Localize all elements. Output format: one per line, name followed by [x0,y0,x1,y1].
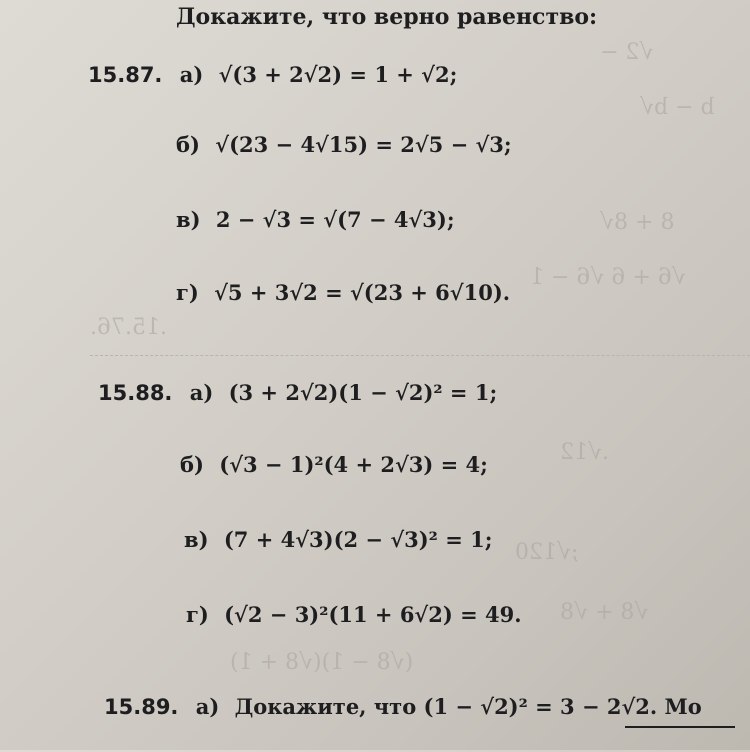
item-expression: √(3 + 2√2) = 1 + √2; [218,62,458,87]
item-label: в) [184,527,209,552]
bleed-through-text: .15.76. [90,315,167,340]
item-expression: (7 + 4√3)(2 − √3)² = 1; [223,527,493,552]
bleed-through-text: √6 + 6 √6 − 1 [530,265,686,290]
bleed-through-text: 8 + 8√ [600,210,675,235]
item-expression: (√3 − 1)²(4 + 2√3) = 4; [219,452,488,477]
item-expression: (√2 − 3)²(11 + 6√2) = 49. [224,602,522,627]
problem-line [98,378,497,408]
problem-line [88,60,457,90]
bleed-through-text: (√8 − 1)(√8 + 1) [230,650,414,675]
item-label: а) [179,62,204,87]
item-expression: 2 − √3 = √(7 − 4√3); [215,207,455,232]
bleed-through-text: b − b√ [640,95,715,120]
problem-line [104,692,702,722]
problem-line [184,525,492,555]
exercise-heading: Докажите, что верно равенство: [176,4,598,30]
bleed-through-text: √2 − [600,40,654,65]
item-label: б) [180,452,204,477]
bleed-through-text: ;√120 [515,540,579,565]
problem-line [176,278,510,308]
problem-line [186,600,522,630]
item-expression: √5 + 3√2 = √(23 + 6√10). [214,280,511,305]
problem-line [176,205,455,235]
item-label: г) [186,602,209,627]
problem-number: 15.89. [104,695,179,719]
problem-line [176,130,512,160]
item-expression: Докажите, что (1 − √2)² = 3 − 2√2. Mo [234,694,702,719]
item-label: в) [176,207,201,232]
item-label: а) [189,380,214,405]
bleed-through-text: .√12 [560,440,610,465]
problem-number: 15.87. [88,63,163,87]
section-divider [90,355,750,356]
problem-number: 15.88. [98,381,173,405]
item-expression: √(23 − 4√15) = 2√5 − √3; [215,132,512,157]
item-label: а) [195,694,220,719]
item-expression: (3 + 2√2)(1 − √2)² = 1; [228,380,498,405]
bleed-through-text: √8 + √8 [560,600,649,625]
item-label: г) [176,280,199,305]
item-label: б) [176,132,200,157]
cut-off-radical [625,726,735,752]
problem-line [180,450,488,480]
